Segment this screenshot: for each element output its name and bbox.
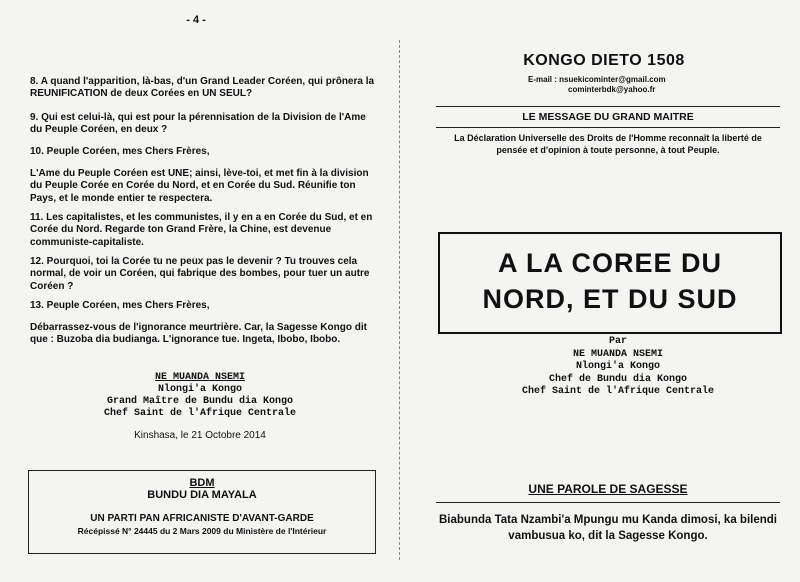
author-name: NE MUANDA NSEMI (572, 348, 663, 360)
wisdom-divider (436, 502, 780, 503)
wisdom-text: Biabunda Tata Nzambi'a Mpungu mu Kanda dimosi, ka bilendi vambusua ko, dit la Sagesse Kongo. (439, 514, 777, 542)
party-name: BUNDU DIA MAYALA (147, 489, 257, 501)
email-secondary: cominterbdk@yahoo.fr (568, 85, 656, 94)
signature-line-2: Grand Maître de Bundu dia Kongo (106, 396, 294, 407)
paragraph-13-body: Débarrassez-vous de l'ignorance meurtrière. Car, la Sagesse Kongo dit que : Buzoba dia budianga. L'ignorance tue. Ingeta, Ibobo, Ibobo. (30, 322, 367, 346)
author-line-2: Chef de Bundu dia Kongo (548, 373, 688, 385)
signature-block (60, 372, 340, 420)
paragraph-8: 8. A quand l'apparition, là-bas, d'un Grand Leader Coréen, qui prônera la REUNIFICATION de deux Corées en UN SEUL? (30, 76, 375, 100)
paragraph-11: 11. Les capitalistes, et les communistes, il y en a en Corée du Sud, et en Corée du Nord. Regarde ton Grand Frère, la Chine, est devenue communiste-capitaliste. (30, 212, 373, 248)
signature-line-1: Nlongi'a Kongo (157, 384, 242, 395)
main-title-box (438, 232, 782, 334)
paragraph-10: 10. Peuple Coréen, mes Chers Frères, (30, 146, 210, 157)
party-receipt: Récépissé N° 24445 du 2 Mars 2009 du Ministère de l'Intérieur (77, 526, 327, 536)
declaration-text: La Déclaration Universelle des Droits de l'Homme reconnaît la liberté de pensée et d'opinion à toute personne, à tout Peuple. (454, 133, 762, 155)
author-block (468, 336, 768, 399)
signature-line-3: Chef Saint de l'Afrique Centrale (103, 408, 297, 419)
party-box (28, 470, 376, 554)
signature-name: NE MUANDA NSEMI (154, 372, 245, 383)
author-line-1: Nlongi'a Kongo (575, 361, 660, 372)
right-page (408, 0, 800, 582)
main-title-line-1: A LA COREE DU (497, 248, 722, 278)
left-page (0, 0, 392, 582)
party-acronym: BDM (189, 477, 215, 489)
author-line-3: Chef Saint de l'Afrique Centrale (521, 386, 715, 397)
message-heading: LE MESSAGE DU GRAND MAITRE (436, 106, 780, 128)
paragraph-9: 9. Qui est celui-là, qui est pour la pérennisation de la Division de l'Ame du Peuple Coréen, en deux ? (30, 112, 366, 136)
wisdom-heading-text: UNE PAROLE DE SAGESSE (528, 482, 688, 496)
email-primary: E-mail : nsuekicominter@gmail.com (528, 75, 666, 84)
author-by: Par (608, 336, 627, 347)
page-number: - 4 - (186, 14, 206, 26)
paragraph-12: 12. Pourquoi, toi la Corée tu ne peux pas le devenir ? Tu trouves cela normal, de voir un Coréen, qui fabrique des bombes, pour tuer un autre Coréen ? (30, 256, 370, 292)
page-fold-divider (399, 40, 401, 560)
newsletter-title: KONGO DIETO 1508 (523, 52, 685, 69)
date-line: Kinshasa, le 21 Octobre 2014 (134, 430, 266, 441)
party-tagline: UN PARTI PAN AFRICANISTE D'AVANT-GARDE (90, 513, 314, 524)
paragraph-10-body: L'Ame du Peuple Coréen est UNE; ainsi, lève-toi, et met fin à la division du Peuple Corée en Corée du Nord, et en Corée du Sud. Réunifie ton Pays, et le monde entier te respectera. (30, 168, 369, 204)
wisdom-heading (438, 482, 778, 496)
paragraph-13: 13. Peuple Coréen, mes Chers Frères, (30, 300, 210, 311)
main-title-line-2: NORD, ET DU SUD (482, 284, 738, 314)
